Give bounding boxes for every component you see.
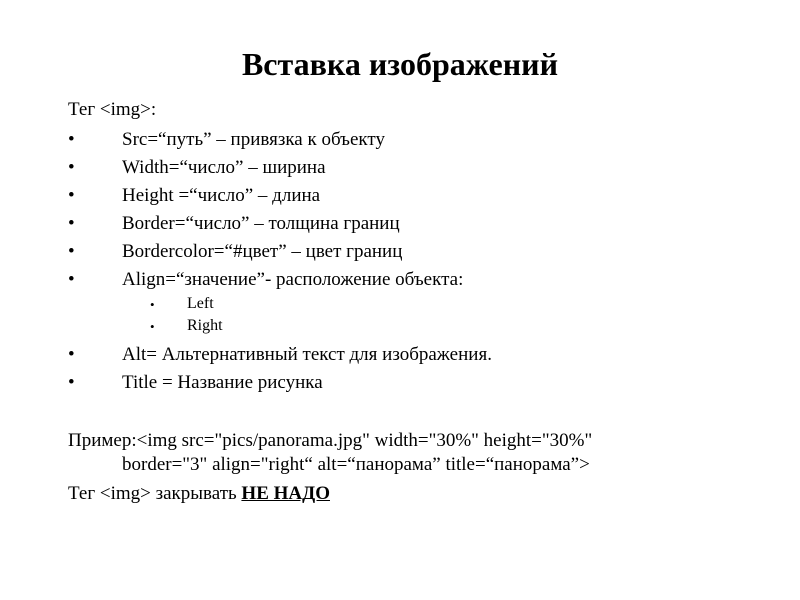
bullet-border: Border=“число” – толщина границ — [122, 213, 400, 234]
bullet-marker: • — [68, 157, 75, 178]
sub-bullet-marker: • — [150, 319, 155, 334]
bullet-title: Title = Название рисунка — [122, 372, 323, 393]
bullet-marker: • — [68, 344, 75, 365]
example-line-2: border="3" align="right“ alt=“панорама” title=“панорама”> — [122, 454, 590, 475]
bullet-marker: • — [68, 372, 75, 393]
bullet-marker: • — [68, 129, 75, 150]
closing-prefix: Тег <img> закрывать — [68, 483, 242, 504]
bullet-alt: Alt= Альтернативный текст для изображения. — [122, 344, 492, 365]
bullet-src: Src=“путь” – привязка к объекту — [122, 129, 385, 150]
closing-emphasis: НЕ НАДО — [241, 483, 330, 504]
bullet-height: Height =“число” – длина — [122, 185, 321, 206]
closing-note — [68, 482, 330, 506]
sub-bullet-left: Left — [187, 295, 214, 312]
example-line-1: Пример:<img src="pics/panorama.jpg" width="30%" height="30%" — [68, 430, 593, 451]
bullet-bordercolor: Bordercolor=“#цвет” – цвет границ — [122, 241, 403, 262]
bullet-align: Align=“значение”- расположение объекта: — [122, 269, 464, 290]
sub-bullet-right: Right — [187, 317, 223, 334]
sub-bullet-marker: • — [150, 297, 155, 312]
intro-text: Тег <img>: — [68, 99, 157, 120]
bullet-marker: • — [68, 269, 75, 290]
slide-title: Вставка изображений — [241, 46, 559, 82]
bullet-marker: • — [68, 241, 75, 262]
bullet-marker: • — [68, 185, 75, 206]
bullet-marker: • — [68, 213, 75, 234]
bullet-width: Width=“число” – ширина — [122, 157, 326, 178]
